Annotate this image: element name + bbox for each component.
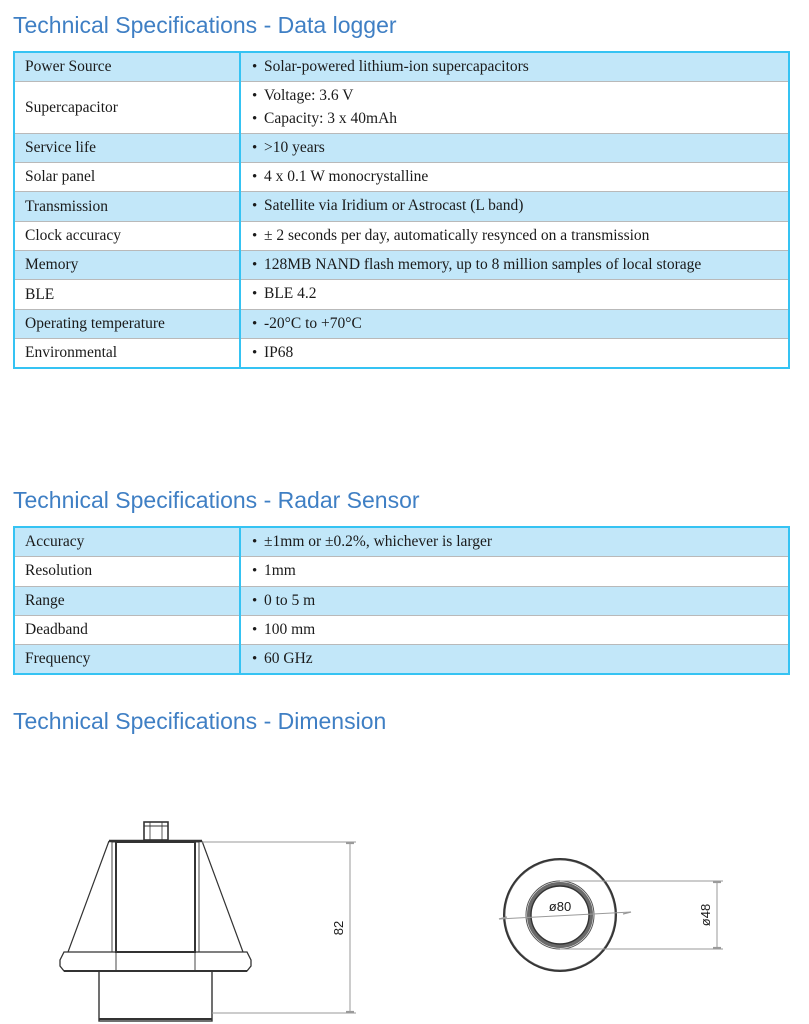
spec-value-bullet: • Capacity: 3 x 40mAh — [251, 108, 788, 130]
spec-label-cell: Resolution — [15, 557, 240, 586]
spec-value-bullet: • >10 years — [251, 137, 788, 159]
outer-circle-inner-edge — [505, 860, 615, 970]
spec-label-cell: Deadband — [15, 615, 240, 644]
spec-label-cell: Supercapacitor — [15, 82, 240, 134]
data-logger-spec-table — [13, 51, 790, 369]
flange-plate-shape — [60, 952, 251, 971]
spec-value-cell — [240, 586, 788, 615]
page-title-dimension: Technical Specifications - Dimension — [13, 708, 387, 734]
spec-label-cell: Service life — [15, 133, 240, 162]
spec-value-bullet: • 100 mm — [251, 619, 788, 641]
table-row — [15, 192, 788, 221]
spec-value-bullet: • ± 2 seconds per day, automatically resynced on a transmission — [251, 225, 788, 247]
table-row — [15, 221, 788, 250]
inner-diameter-label: ø80 — [548, 899, 572, 914]
spec-label-cell: Environmental — [15, 338, 240, 367]
spec-value-bullet: • -20°C to +70°C — [251, 313, 788, 335]
spec-value-cell — [240, 645, 788, 674]
table-row — [15, 82, 788, 134]
side-elevation-svg — [50, 800, 390, 1024]
height-dimension-label: 82 — [331, 920, 346, 936]
spec-value-cell — [240, 615, 788, 644]
spec-value-bullet: • 60 GHz — [251, 648, 788, 670]
spec-value-cell — [240, 309, 788, 338]
table-row — [15, 338, 788, 367]
outer-dimension-label: ø48 — [698, 903, 713, 927]
spec-value-bullet: • BLE 4.2 — [251, 283, 788, 305]
cone-taper-lines — [68, 841, 243, 952]
table-row — [15, 280, 788, 309]
spec-value-cell — [240, 133, 788, 162]
table-row — [15, 528, 788, 557]
inner-housing-rect — [116, 842, 195, 952]
table-row — [15, 251, 788, 280]
table-row — [15, 557, 788, 586]
spec-label-cell: Solar panel — [15, 163, 240, 192]
spec-value-cell — [240, 280, 788, 309]
table-row — [15, 586, 788, 615]
spec-value-cell — [240, 557, 788, 586]
side-elevation-drawing — [50, 800, 390, 1024]
spec-value-cell — [240, 163, 788, 192]
table-row — [15, 133, 788, 162]
spec-label-cell: Memory — [15, 251, 240, 280]
top-plan-drawing — [455, 835, 755, 1000]
table-row — [15, 53, 788, 82]
spec-value-cell — [240, 82, 788, 134]
connector-nozzle-shape — [144, 822, 168, 840]
spec-label-cell: BLE — [15, 280, 240, 309]
table-row — [15, 309, 788, 338]
table-row — [15, 615, 788, 644]
top-plan-svg — [455, 835, 755, 1000]
spec-value-cell — [240, 251, 788, 280]
spec-label-cell: Range — [15, 586, 240, 615]
radar-sensor-spec-table — [13, 526, 790, 675]
spec-label-cell: Frequency — [15, 645, 240, 674]
spec-value-bullet: • 1mm — [251, 560, 788, 582]
spec-label-cell: Power Source — [15, 53, 240, 82]
spec-value-cell — [240, 192, 788, 221]
spec-value-bullet: • ±1mm or ±0.2%, whichever is larger — [251, 531, 788, 553]
spec-value-bullet: • Satellite via Iridium or Astrocast (L band) — [251, 195, 788, 217]
spec-value-cell — [240, 528, 788, 557]
spec-value-cell — [240, 53, 788, 82]
spec-value-bullet: • 4 x 0.1 W monocrystalline — [251, 166, 788, 188]
spec-value-bullet: • IP68 — [251, 342, 788, 364]
table-row — [15, 645, 788, 674]
outer-circle — [504, 859, 616, 971]
page-title-radar-sensor: Technical Specifications - Radar Sensor — [13, 487, 420, 513]
inner-housing-outer-rect — [112, 842, 199, 952]
spec-value-bullet: • 128MB NAND flash memory, up to 8 million samples of local storage — [251, 254, 788, 276]
spec-label-cell: Accuracy — [15, 528, 240, 557]
spec-value-bullet: • Solar-powered lithium-ion supercapacitors — [251, 56, 788, 78]
page-title-data-logger: Technical Specifications - Data logger — [13, 12, 397, 38]
spec-label-cell: Transmission — [15, 192, 240, 221]
spec-value-bullet: • Voltage: 3.6 V — [251, 85, 788, 107]
data-logger-table — [15, 53, 788, 367]
spec-value-bullet: • 0 to 5 m — [251, 590, 788, 612]
spec-label-cell: Operating temperature — [15, 309, 240, 338]
table-row — [15, 163, 788, 192]
lower-stub-rect — [99, 971, 212, 1021]
spec-value-cell — [240, 338, 788, 367]
spec-value-cell — [240, 221, 788, 250]
spec-label-cell: Clock accuracy — [15, 221, 240, 250]
radar-sensor-table — [15, 528, 788, 673]
